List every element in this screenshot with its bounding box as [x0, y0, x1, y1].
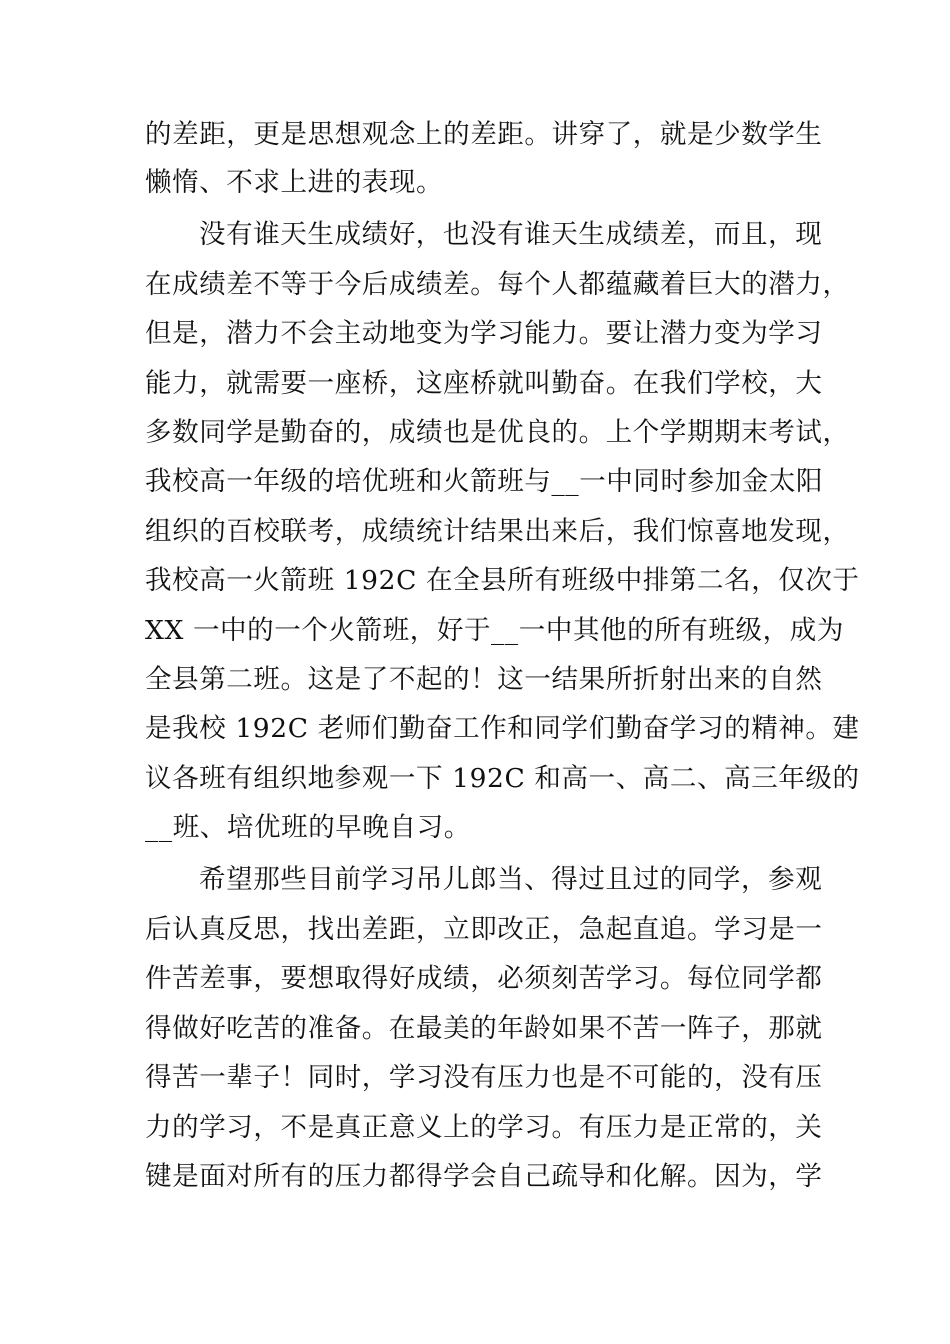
- text-line-21: 力的学习，不是真正意义上的学习。有压力是正常的，关: [145, 1112, 823, 1143]
- text-line-22: 键是面对所有的压力都得学会自己疏导和化解。因为，学: [145, 1161, 823, 1192]
- text-line-4: 在成绩差不等于今后成绩差。每个人都蕴藏着巨大的潜力，: [145, 269, 850, 300]
- text-line-6: 能力，就需要一座桥，这座桥就叫勤奋。在我们学校，大: [145, 368, 823, 399]
- text-line-7: 多数同学是勤奋的，成绩也是优良的。上个学期期末考试，: [145, 417, 850, 448]
- text-line-3: 没有谁天生成绩好，也没有谁天生成绩差，而且，现: [199, 219, 823, 250]
- text-line-15: __班、培优班的早晚自习。: [145, 812, 471, 843]
- text-line-10: 我校高一火箭班 192C 在全县所有班级中排第二名，仅次于: [145, 565, 860, 596]
- text-line-14: 议各班有组织地参观一下 192C 和高一、高二、高三年级的: [145, 763, 860, 794]
- text-line-13: 是我校 192C 老师们勤奋工作和同学们勤奋学习的精神。建: [145, 713, 860, 744]
- text-line-8: 我校高一年级的培优班和火箭班与__一中同时参加金太阳: [145, 466, 824, 497]
- text-line-17: 后认真反思，找出差距，立即改正，急起直追。学习是一: [145, 914, 823, 945]
- text-line-2: 懒惰、不求上进的表现。: [145, 167, 444, 198]
- text-line-19: 得做好吃苦的准备。在最美的年龄如果不苦一阵子，那就: [145, 1013, 823, 1044]
- text-line-16: 希望那些目前学习吊儿郎当、得过且过的同学，参观: [199, 864, 823, 895]
- text-line-11: XX 一中的一个火箭班，好于__一中其他的所有班级，成为: [145, 615, 844, 646]
- text-line-5: 但是，潜力不会主动地变为学习能力。要让潜力变为学习: [145, 318, 823, 349]
- text-line-20: 得苦一辈子！同时，学习没有压力也是不可能的，没有压: [145, 1062, 823, 1093]
- text-line-9: 组织的百校联考，成绩统计结果出来后，我们惊喜地发现，: [145, 516, 850, 547]
- text-line-1: 的差距，更是思想观念上的差距。讲穿了，就是少数学生: [145, 119, 823, 150]
- text-line-12: 全县第二班。这是了不起的！这一结果所折射出来的自然: [145, 664, 823, 695]
- text-line-18: 件苦差事，要想取得好成绩，必须刻苦学习。每位同学都: [145, 963, 823, 994]
